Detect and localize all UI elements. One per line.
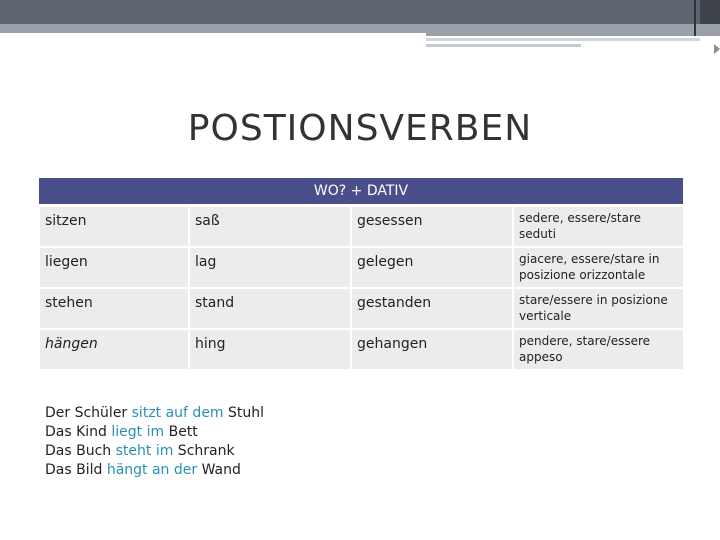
table-header: WO? + DATIV [39, 178, 684, 206]
sentence-subject: Der Schüler [45, 405, 132, 421]
cell-italian: giacere, essere/stare in posizione orizzontale [513, 247, 684, 288]
example-sentence [45, 461, 264, 480]
top-band-line-right [426, 38, 700, 41]
table-row [39, 206, 684, 248]
sentence-object: Bett [164, 424, 198, 440]
cell-italian: pendere, stare/essere appeso [513, 329, 684, 370]
table-row [39, 247, 684, 288]
table-row [39, 288, 684, 329]
table-row [39, 329, 684, 370]
cell-praeteritum: stand [189, 288, 351, 329]
verb-table [38, 178, 685, 371]
cell-partizip: gehangen [351, 329, 513, 370]
cell-praeteritum: saß [189, 206, 351, 248]
sentence-verb-preposition: sitzt auf dem [131, 405, 224, 421]
cell-partizip: gelegen [351, 247, 513, 288]
example-sentence [45, 423, 264, 442]
sentence-object: Wand [197, 462, 241, 478]
example-sentences [45, 404, 264, 480]
sentence-object: Stuhl [223, 405, 265, 421]
sentence-verb-preposition: steht im [115, 443, 174, 459]
example-sentence [45, 404, 264, 423]
cell-infinitive: liegen [39, 247, 189, 288]
cell-infinitive: sitzen [39, 206, 189, 248]
sentence-subject: Das Kind [45, 424, 112, 440]
cell-praeteritum: hing [189, 329, 351, 370]
sentence-verb-preposition: hängt an der [106, 462, 198, 478]
sentence-subject: Das Buch [45, 443, 116, 459]
sentence-object: Schrank [173, 443, 235, 459]
top-band [0, 0, 720, 24]
cell-praeteritum: lag [189, 247, 351, 288]
cell-infinitive: hängen [39, 329, 189, 370]
sentence-verb-preposition: liegt im [111, 424, 165, 440]
cell-partizip: gesessen [351, 206, 513, 248]
example-sentence [45, 442, 264, 461]
top-band-line [0, 33, 426, 36]
slide-title: POSTIONSVERBEN [187, 108, 533, 149]
sentence-subject: Das Bild [45, 462, 107, 478]
cell-infinitive: stehen [39, 288, 189, 329]
cell-italian: sedere, essere/stare seduti [513, 206, 684, 248]
cell-partizip: gestanden [351, 288, 513, 329]
slide-arrow-icon [714, 44, 720, 54]
cell-italian: stare/essere in posizione verticale [513, 288, 684, 329]
top-band-line-right-short [426, 44, 581, 47]
top-band-divider [694, 0, 696, 36]
